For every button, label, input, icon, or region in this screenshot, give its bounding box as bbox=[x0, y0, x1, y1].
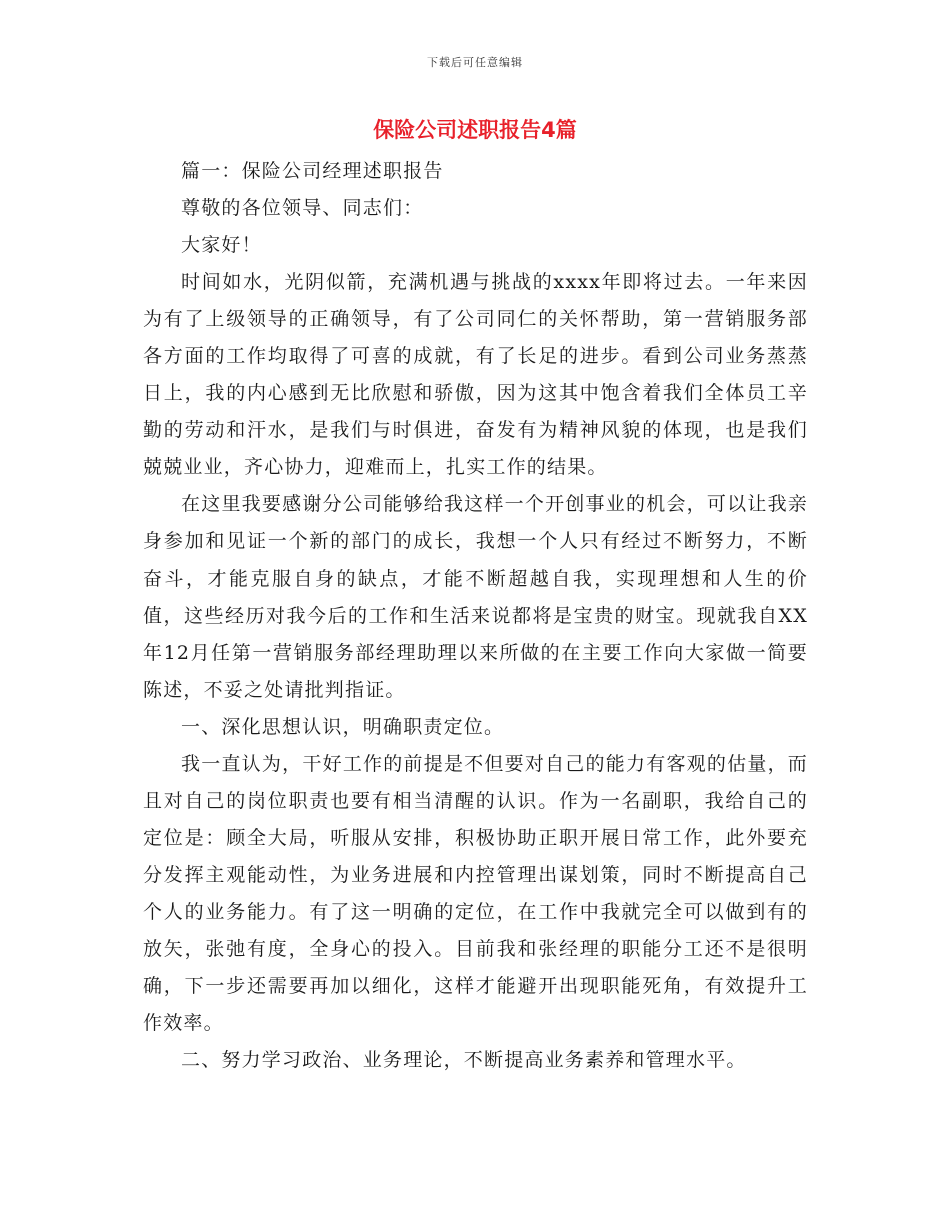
paragraph: 大家好！ bbox=[181, 234, 262, 257]
paragraph: 篇一：保险公司经理述职报告 bbox=[181, 160, 444, 182]
paragraph: 我一直认为，干好工作的前提是不但要对自己的能力有客观的估量，而且对自己的岗位职责也要有相当清醒的认识。作为一名副职，我给自己的定位是：顾全大局，听服从安排，积极协助正职开展日常工作，此外要充分发挥主观能动性，为业务进展和内控管理出谋划策，同时不断提高自己个人的业务能力。有了这一明确的定位，在工作中我就完全可以做到有的放矢，张弛有度，全身心的投入。目前我和张经理的职能分工还不是很明确，下一步还需要再加以细化，这样才能避开出现职能死角，有效提升工作效率。 bbox=[143, 752, 808, 1035]
section-heading: 二、努力学习政治、业务理论，不断提高业务素养和管理水平。 bbox=[181, 1049, 747, 1072]
paragraph: 在这里我要感谢分公司能够给我这样一个开创事业的机会，可以让我亲身参加和见证一个新的部门的成长，我想一个人只有经过不断努力，不断奋斗，才能克服自身的缺点，才能不断超越自我，实现理想和人生的价值，这些经历对我今后的工作和生活来说都将是宝贵的财宝。现就我自XX年12月任第一营销服务部经理助理以来所做的在主要工作向大家做一简要陈述，不妥之处请批判指证。 bbox=[143, 493, 808, 701]
document-body bbox=[143, 153, 808, 1079]
paragraph: 时间如水，光阴似箭，充满机遇与挑战的xxxx年即将过去。一年来因为有了上级领导的正确领导，有了公司同仁的关怀帮助，第一营销服务部各方面的工作均取得了可喜的成就，有了长足的进步。看到公司业务蒸蒸日上，我的内心感到无比欣慰和骄傲，因为这其中饱含着我们全体员工辛勤的劳动和汗水，是我们与时俱进，奋发有为精神风貌的体现，也是我们兢兢业业，齐心协力，迎难而上，扎实工作的结果。 bbox=[143, 271, 808, 479]
header-note: 下载后可任意编辑 bbox=[427, 56, 523, 69]
paragraph: 尊敬的各位领导、同志们： bbox=[181, 197, 424, 220]
document-title: 保险公司述职报告4篇 bbox=[373, 118, 577, 142]
section-heading: 一、深化思想认识，明确职责定位。 bbox=[181, 715, 505, 738]
